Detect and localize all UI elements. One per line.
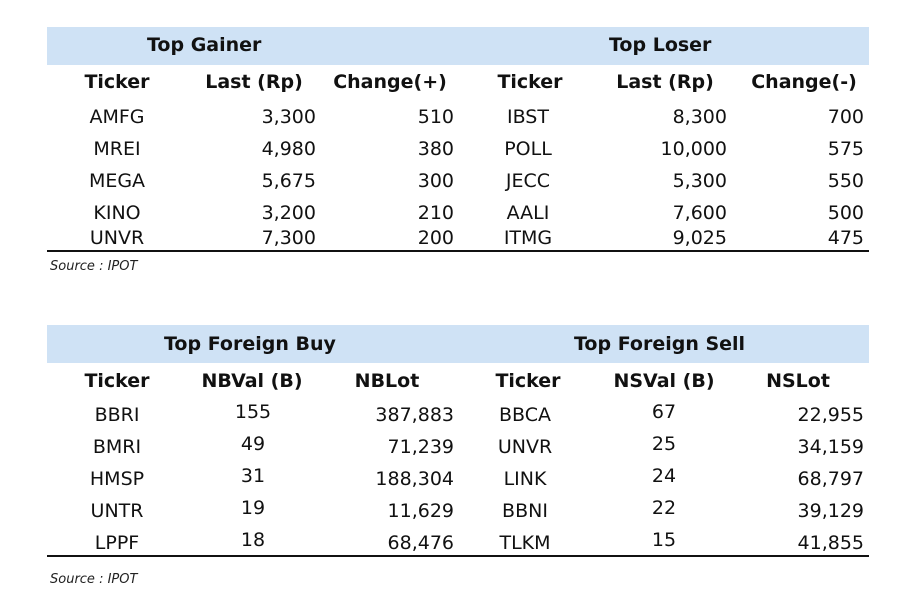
sell-nslot: 22,955: [797, 404, 864, 426]
gainer-last: 3,300: [261, 106, 316, 128]
loser-last: 7,600: [672, 202, 727, 224]
loser-change: 475: [827, 227, 864, 249]
buy-ticker: UNTR: [90, 500, 144, 522]
buy-ticker: BMRI: [92, 436, 142, 458]
buy-nbval: 18: [240, 529, 266, 551]
source-note: Source : IPOT: [50, 259, 138, 274]
col-head-ticker-gainer: Ticker: [84, 71, 150, 93]
source-note: Source : IPOT: [50, 572, 138, 587]
buy-ticker: LPPF: [94, 532, 140, 554]
top-foreign-sell-title: Top Foreign Sell: [574, 333, 746, 355]
sell-ticker: TLKM: [499, 532, 551, 554]
gainer-loser-table: [47, 27, 869, 253]
buy-nbval: 49: [240, 433, 266, 455]
sell-nslot: 34,159: [797, 436, 864, 458]
loser-ticker: JECC: [505, 170, 551, 192]
sell-ticker: UNVR: [497, 436, 553, 458]
loser-last: 9,025: [672, 227, 727, 249]
buy-nbval: 155: [234, 401, 272, 423]
top-gainer-title: Top Gainer: [147, 34, 262, 56]
col-head-change-gainer: Change(+): [333, 71, 447, 93]
loser-ticker: AALI: [506, 202, 550, 224]
buy-nblot: 71,239: [387, 436, 454, 458]
buy-nblot: 387,883: [375, 404, 454, 426]
loser-ticker: ITMG: [503, 227, 553, 249]
sell-nslot: 68,797: [797, 468, 864, 490]
loser-change: 575: [827, 138, 864, 160]
gainer-ticker: UNVR: [89, 227, 145, 249]
col-head-ticker-buy: Ticker: [84, 370, 150, 392]
sell-nsval: 67: [651, 401, 677, 423]
table-bottom-rule: [47, 555, 869, 557]
buy-ticker: BBRI: [94, 404, 140, 426]
buy-nbval: 19: [240, 497, 266, 519]
loser-last: 5,300: [672, 170, 727, 192]
col-head-change-loser: Change(-): [751, 71, 857, 93]
sell-nslot: 41,855: [797, 532, 864, 554]
top-loser-title: Top Loser: [609, 34, 712, 56]
gainer-ticker: KINO: [93, 202, 141, 224]
col-head-last-loser: Last (Rp): [616, 71, 714, 93]
col-head-ticker-sell: Ticker: [495, 370, 561, 392]
gainer-last: 3,200: [261, 202, 316, 224]
gainer-last: 4,980: [261, 138, 316, 160]
sell-nsval: 25: [651, 433, 677, 455]
sell-nslot: 39,129: [797, 500, 864, 522]
loser-last: 8,300: [672, 106, 727, 128]
gainer-change: 380: [417, 138, 454, 160]
sell-ticker: BBNI: [502, 500, 548, 522]
col-head-ticker-loser: Ticker: [497, 71, 563, 93]
sell-ticker: BBCA: [499, 404, 551, 426]
col-head-nsval: NSVal (B): [613, 370, 715, 392]
buy-ticker: HMSP: [89, 468, 145, 490]
loser-last: 10,000: [660, 138, 727, 160]
sell-nsval: 24: [651, 465, 677, 487]
buy-nblot: 68,476: [387, 532, 454, 554]
top-foreign-buy-title: Top Foreign Buy: [164, 333, 336, 355]
gainer-ticker: MREI: [93, 138, 141, 160]
gainer-last: 5,675: [261, 170, 316, 192]
loser-change: 500: [827, 202, 864, 224]
gainer-change: 510: [417, 106, 454, 128]
gainer-change: 300: [417, 170, 454, 192]
loser-change: 550: [827, 170, 864, 192]
gainer-ticker: AMFG: [89, 106, 145, 128]
buy-nblot: 188,304: [375, 468, 454, 490]
gainer-last: 7,300: [261, 227, 316, 249]
loser-ticker: IBST: [507, 106, 549, 128]
gainer-change: 210: [417, 202, 454, 224]
gainer-change: 200: [417, 227, 454, 249]
buy-nblot: 11,629: [387, 500, 454, 522]
gainer-ticker: MEGA: [88, 170, 146, 192]
loser-change: 700: [827, 106, 864, 128]
col-head-last-gainer: Last (Rp): [205, 71, 303, 93]
col-head-nblot: NBLot: [354, 370, 420, 392]
buy-nbval: 31: [240, 465, 266, 487]
loser-ticker: POLL: [504, 138, 552, 160]
col-head-nbval: NBVal (B): [201, 370, 303, 392]
sell-ticker: LINK: [503, 468, 547, 490]
sell-nsval: 22: [651, 497, 677, 519]
table-bottom-rule: [47, 250, 869, 252]
foreign-buy-sell-table: [47, 325, 869, 558]
sell-nsval: 15: [651, 529, 677, 551]
col-head-nslot: NSLot: [766, 370, 830, 392]
